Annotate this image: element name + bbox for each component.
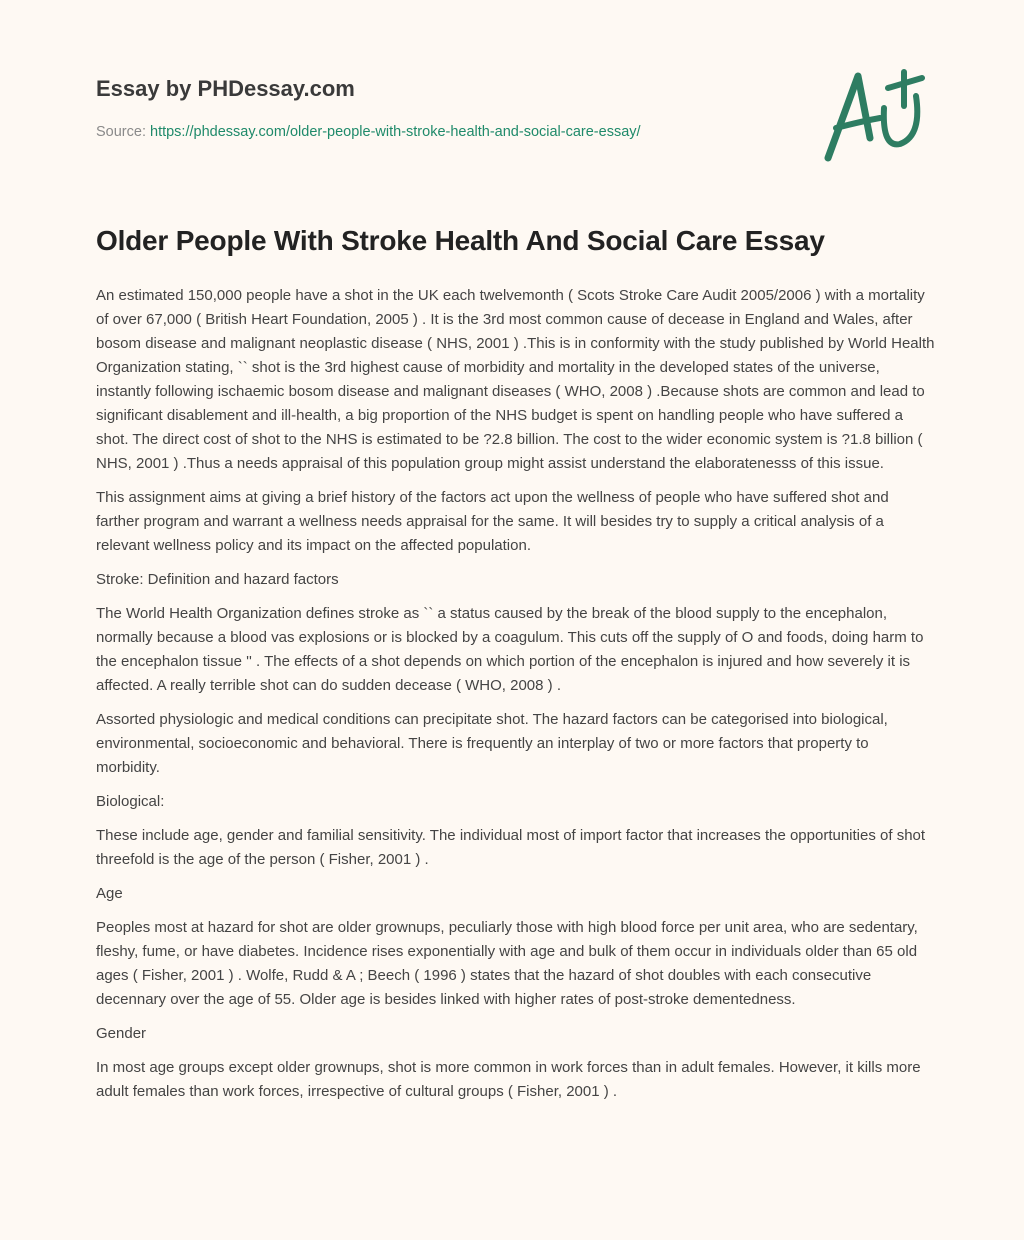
source-link[interactable]: https://phdessay.com/older-people-with-stroke-health-and-social-care-essay/ <box>150 124 641 140</box>
paragraph: Peoples most at hazard for shot are older grownups, peculiarly those with high blood force per unit area, who are sedentary, fleshy, fume, or have diabetes. Incidence rises exponentially with age and bulk of them occur in individuals older than 65 old ages ( Fisher, 2001 ) . Wolfe, Rudd & A ; Beech ( 1996 ) states that the hazard of shot doubles with each consecutive decennary over the age of 55. Older age is besides linked with higher rates of post-stroke dementedness. <box>96 919 918 1008</box>
paragraph: The World Health Organization defines stroke as `` a status caused by the break of the blood supply to the encephalon, normally because a blood vas explosions or is blocked by a coagulum. This cuts off the supply of O and foods, doing harm to the encephalon tissue '' . The effects of a shot depends on which portion of the encephalon is injured and how severely it is affected. A really terrible shot can do sudden decease ( WHO, 2008 ) . <box>96 605 924 694</box>
paragraph: An estimated 150,000 people have a shot in the UK each twelvemonth ( Scots Stroke Care Audit 2005/2006 ) with a mortality of over 67,000 ( British Heart Foundation, 2005 ) . It is the 3rd most common cause of decease in England and Wales, after bosom disease and malignant neoplastic disease ( NHS, 2001 ) .This is in conformity with the study published by World Health Organization stating, `` shot is the 3rd highest cause of morbidity and mortality in the developed states of the universe, instantly following ischaemic bosom disease and malignant diseases ( WHO, 2008 ) .Because shots are common and lead to significant disablement and ill-health, a big proportion of the NHS budget is spent on handling people who have suffered a shot. The direct cost of shot to the NHS is estimated to be ?2.8 billion. The cost to the wider economic system is ?1.8 billion ( NHS, 2001 ) .Thus a needs appraisal of this population group might assist understand the elaboratenesss of this issue. <box>96 287 935 472</box>
paragraph: These include age, gender and familial sensitivity. The individual most of import factor that increases the opportunities of shot threefold is the age of the person ( Fisher, 2001 ) . <box>96 827 926 868</box>
page-title: Older People With Stroke Health And Social Care Essay <box>96 225 825 256</box>
source-label: Source: <box>96 124 150 140</box>
brand-title: Essay by PHDessay.com <box>96 76 355 101</box>
section-heading: Stroke: Definition and hazard factors <box>96 571 339 588</box>
essay-body <box>96 284 936 1114</box>
section-heading: Gender <box>96 1025 147 1042</box>
paragraph: Assorted physiologic and medical conditions can precipitate shot. The hazard factors can be categorised into biological, environmental, socioeconomic and behavioral. There is frequently an interplay of two or more factors that property to morbidity. <box>96 711 888 776</box>
paragraph: In most age groups except older grownups, shot is more common in work forces than in adult females. However, it kills more adult females than work forces, irrespective of cultural groups ( Fisher, 2001 ) . <box>96 1059 921 1100</box>
source-line <box>96 124 641 140</box>
section-heading: Age <box>96 885 123 902</box>
section-heading: Biological: <box>96 793 165 810</box>
a-plus-logo-icon <box>818 66 928 166</box>
paragraph: This assignment aims at giving a brief history of the factors act upon the wellness of people who have suffered shot and farther program and warrant a wellness needs appraisal for the same. It will besides try to supply a critical analysis of a relevant wellness policy and its impact on the affected population. <box>96 489 889 554</box>
page-header <box>0 0 1024 190</box>
